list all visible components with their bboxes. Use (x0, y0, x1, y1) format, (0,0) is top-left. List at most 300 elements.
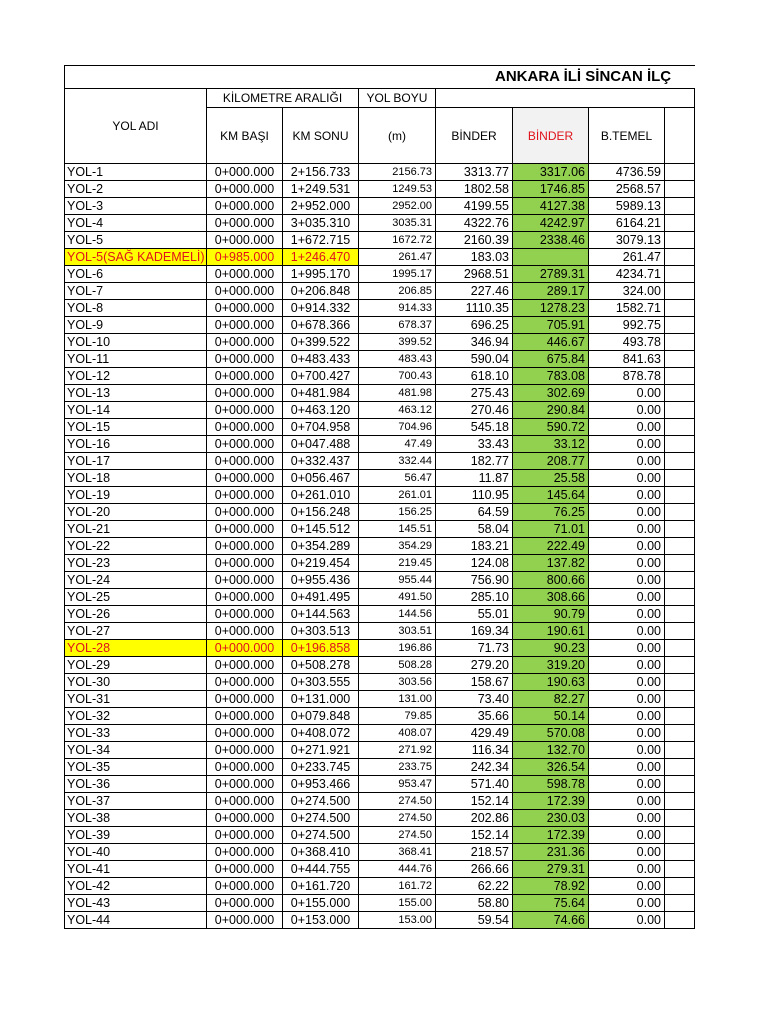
btemel-cell: 0.00 (589, 861, 665, 878)
binder-2-cell: 74.66 (513, 912, 589, 929)
km-start-cell: 0+000.000 (207, 827, 283, 844)
btemel-cell: 2568.57 (589, 181, 665, 198)
binder-2-cell: 50.14 (513, 708, 589, 725)
btemel-cell: 0.00 (589, 708, 665, 725)
table-row (65, 521, 695, 538)
km-start-cell: 0+000.000 (207, 895, 283, 912)
road-name-cell: YOL-4 (65, 215, 207, 232)
km-end-cell: 0+079.848 (283, 708, 359, 725)
btemel-cell: 0.00 (589, 572, 665, 589)
km-start-cell: 0+000.000 (207, 674, 283, 691)
header-binder-2: BİNDER (513, 108, 589, 164)
binder-2-cell: 289.17 (513, 283, 589, 300)
table-row (65, 181, 695, 198)
km-end-cell: 0+274.500 (283, 810, 359, 827)
road-name-cell: YOL-11 (65, 351, 207, 368)
table-row (65, 555, 695, 572)
km-end-cell: 0+206.848 (283, 283, 359, 300)
empty-cell (665, 895, 695, 912)
km-start-cell: 0+985.000 (207, 249, 283, 266)
btemel-cell: 4234.71 (589, 266, 665, 283)
km-start-cell: 0+000.000 (207, 861, 283, 878)
binder-cell: 346.94 (436, 334, 513, 351)
table-row (65, 198, 695, 215)
length-cell: 508.28 (359, 657, 436, 674)
empty-cell (665, 708, 695, 725)
km-start-cell: 0+000.000 (207, 810, 283, 827)
binder-2-cell: 2789.31 (513, 266, 589, 283)
length-cell: 481.98 (359, 385, 436, 402)
binder-2-cell: 1278.23 (513, 300, 589, 317)
empty-cell (665, 181, 695, 198)
btemel-cell: 4736.59 (589, 164, 665, 181)
table-row (65, 572, 695, 589)
km-start-cell: 0+000.000 (207, 844, 283, 861)
length-cell: 914.33 (359, 300, 436, 317)
binder-2-cell: 279.31 (513, 861, 589, 878)
btemel-cell: 0.00 (589, 640, 665, 657)
table-row (65, 402, 695, 419)
length-cell: 274.50 (359, 810, 436, 827)
page-title: ANKARA İLİ SİNCAN İLÇ (65, 66, 695, 89)
table-row (65, 606, 695, 623)
binder-2-cell: 1746.85 (513, 181, 589, 198)
binder-2-cell: 590.72 (513, 419, 589, 436)
length-cell: 303.56 (359, 674, 436, 691)
length-cell: 219.45 (359, 555, 436, 572)
km-start-cell: 0+000.000 (207, 385, 283, 402)
empty-cell (665, 640, 695, 657)
km-start-cell: 0+000.000 (207, 793, 283, 810)
empty-cell (665, 283, 695, 300)
km-start-cell: 0+000.000 (207, 555, 283, 572)
btemel-cell: 261.47 (589, 249, 665, 266)
table-row (65, 283, 695, 300)
binder-2-cell: 290.84 (513, 402, 589, 419)
empty-cell (665, 810, 695, 827)
table-row (65, 470, 695, 487)
km-end-cell: 0+481.984 (283, 385, 359, 402)
road-name-cell: YOL-19 (65, 487, 207, 504)
road-name-cell: YOL-18 (65, 470, 207, 487)
length-cell: 491.50 (359, 589, 436, 606)
table-row (65, 317, 695, 334)
binder-cell: 33.43 (436, 436, 513, 453)
km-end-cell: 0+047.488 (283, 436, 359, 453)
km-end-cell: 0+271.921 (283, 742, 359, 759)
road-name-cell: YOL-14 (65, 402, 207, 419)
header-yol-adi: YOL ADI (65, 89, 207, 164)
road-name-cell: YOL-7 (65, 283, 207, 300)
km-end-cell: 0+274.500 (283, 827, 359, 844)
binder-cell: 696.25 (436, 317, 513, 334)
btemel-cell: 841.63 (589, 351, 665, 368)
table-row (65, 725, 695, 742)
length-cell: 303.51 (359, 623, 436, 640)
road-name-cell: YOL-1 (65, 164, 207, 181)
table-row (65, 164, 695, 181)
length-cell: 2952.00 (359, 198, 436, 215)
length-cell: 196.86 (359, 640, 436, 657)
binder-2-cell: 598.78 (513, 776, 589, 793)
binder-cell: 116.34 (436, 742, 513, 759)
km-end-cell: 0+444.755 (283, 861, 359, 878)
table-row (65, 810, 695, 827)
header-blank (436, 89, 695, 108)
km-start-cell: 0+000.000 (207, 572, 283, 589)
empty-cell (665, 300, 695, 317)
road-name-cell: YOL-29 (65, 657, 207, 674)
km-end-cell: 0+144.563 (283, 606, 359, 623)
table-row (65, 742, 695, 759)
empty-cell (665, 878, 695, 895)
km-start-cell: 0+000.000 (207, 470, 283, 487)
length-cell: 678.37 (359, 317, 436, 334)
table-row (65, 385, 695, 402)
road-name-cell: YOL-39 (65, 827, 207, 844)
km-end-cell: 2+952.000 (283, 198, 359, 215)
length-cell: 161.72 (359, 878, 436, 895)
road-name-cell: YOL-22 (65, 538, 207, 555)
length-cell: 700.43 (359, 368, 436, 385)
km-end-cell: 0+196.858 (283, 640, 359, 657)
km-start-cell: 0+000.000 (207, 334, 283, 351)
binder-2-cell: 3317.06 (513, 164, 589, 181)
km-start-cell: 0+000.000 (207, 708, 283, 725)
km-end-cell: 0+483.433 (283, 351, 359, 368)
empty-cell (665, 351, 695, 368)
binder-2-cell: 76.25 (513, 504, 589, 521)
binder-2-cell: 800.66 (513, 572, 589, 589)
table-row (65, 504, 695, 521)
km-start-cell: 0+000.000 (207, 232, 283, 249)
binder-cell: 35.66 (436, 708, 513, 725)
km-end-cell: 0+274.500 (283, 793, 359, 810)
binder-2-cell: 132.70 (513, 742, 589, 759)
binder-cell: 218.57 (436, 844, 513, 861)
km-end-cell: 0+700.427 (283, 368, 359, 385)
btemel-cell: 0.00 (589, 419, 665, 436)
header-km-basi: KM BAŞI (207, 108, 283, 164)
empty-cell (665, 623, 695, 640)
road-name-cell: YOL-20 (65, 504, 207, 521)
btemel-cell: 0.00 (589, 504, 665, 521)
km-start-cell: 0+000.000 (207, 215, 283, 232)
km-start-cell: 0+000.000 (207, 878, 283, 895)
binder-2-cell: 172.39 (513, 793, 589, 810)
btemel-cell: 1582.71 (589, 300, 665, 317)
binder-cell: 158.67 (436, 674, 513, 691)
binder-cell: 11.87 (436, 470, 513, 487)
empty-cell (665, 436, 695, 453)
road-name-cell: YOL-34 (65, 742, 207, 759)
binder-cell: 73.40 (436, 691, 513, 708)
length-cell: 233.75 (359, 759, 436, 776)
table-row (65, 708, 695, 725)
length-cell: 955.44 (359, 572, 436, 589)
table-row (65, 776, 695, 793)
table-row (65, 249, 695, 266)
km-start-cell: 0+000.000 (207, 436, 283, 453)
road-name-cell: YOL-13 (65, 385, 207, 402)
km-end-cell: 0+491.495 (283, 589, 359, 606)
road-name-cell: YOL-25 (65, 589, 207, 606)
km-end-cell: 1+672.715 (283, 232, 359, 249)
length-cell: 368.41 (359, 844, 436, 861)
btemel-cell: 6164.21 (589, 215, 665, 232)
header-btemel: B.TEMEL (589, 108, 665, 164)
road-name-cell: YOL-9 (65, 317, 207, 334)
empty-cell (665, 402, 695, 419)
table-row (65, 351, 695, 368)
empty-cell (665, 589, 695, 606)
km-end-cell: 0+155.000 (283, 895, 359, 912)
km-end-cell: 0+161.720 (283, 878, 359, 895)
length-cell: 354.29 (359, 538, 436, 555)
road-name-cell: YOL-26 (65, 606, 207, 623)
length-cell: 153.00 (359, 912, 436, 929)
km-end-cell: 0+145.512 (283, 521, 359, 538)
km-start-cell: 0+000.000 (207, 283, 283, 300)
km-start-cell: 0+000.000 (207, 912, 283, 929)
empty-cell (665, 317, 695, 334)
btemel-cell: 0.00 (589, 385, 665, 402)
btemel-cell: 0.00 (589, 589, 665, 606)
btemel-cell: 0.00 (589, 742, 665, 759)
empty-cell (665, 232, 695, 249)
binder-2-cell: 4242.97 (513, 215, 589, 232)
km-start-cell: 0+000.000 (207, 521, 283, 538)
road-name-cell: YOL-10 (65, 334, 207, 351)
road-name-cell: YOL-30 (65, 674, 207, 691)
binder-cell: 2160.39 (436, 232, 513, 249)
km-end-cell: 0+153.000 (283, 912, 359, 929)
km-start-cell: 0+000.000 (207, 759, 283, 776)
table-row (65, 266, 695, 283)
km-start-cell: 0+000.000 (207, 164, 283, 181)
table-row (65, 589, 695, 606)
road-name-cell: YOL-3 (65, 198, 207, 215)
length-cell: 1249.53 (359, 181, 436, 198)
road-name-cell: YOL-2 (65, 181, 207, 198)
header-yol-boyu: YOL BOYU (359, 89, 436, 108)
empty-cell (665, 453, 695, 470)
binder-2-cell: 82.27 (513, 691, 589, 708)
empty-cell (665, 198, 695, 215)
binder-cell: 4199.55 (436, 198, 513, 215)
km-end-cell: 1+246.470 (283, 249, 359, 266)
length-cell: 953.47 (359, 776, 436, 793)
btemel-cell: 5989.13 (589, 198, 665, 215)
binder-2-cell: 90.23 (513, 640, 589, 657)
binder-cell: 124.08 (436, 555, 513, 572)
header-binder: BİNDER (436, 108, 513, 164)
btemel-cell: 493.78 (589, 334, 665, 351)
binder-cell: 62.22 (436, 878, 513, 895)
length-cell: 274.50 (359, 827, 436, 844)
empty-cell (665, 385, 695, 402)
road-name-cell: YOL-33 (65, 725, 207, 742)
km-end-cell: 0+463.120 (283, 402, 359, 419)
btemel-cell: 0.00 (589, 793, 665, 810)
road-name-cell: YOL-24 (65, 572, 207, 589)
binder-cell: 275.43 (436, 385, 513, 402)
length-cell: 274.50 (359, 793, 436, 810)
binder-cell: 545.18 (436, 419, 513, 436)
length-cell: 2156.73 (359, 164, 436, 181)
km-start-cell: 0+000.000 (207, 317, 283, 334)
binder-cell: 152.14 (436, 827, 513, 844)
km-end-cell: 0+156.248 (283, 504, 359, 521)
binder-cell: 59.54 (436, 912, 513, 929)
empty-cell (665, 827, 695, 844)
km-end-cell: 0+303.513 (283, 623, 359, 640)
length-cell: 261.47 (359, 249, 436, 266)
empty-cell (665, 215, 695, 232)
binder-2-cell: 145.64 (513, 487, 589, 504)
btemel-cell: 0.00 (589, 844, 665, 861)
binder-cell: 58.80 (436, 895, 513, 912)
binder-cell: 152.14 (436, 793, 513, 810)
empty-cell (665, 657, 695, 674)
table-row (65, 895, 695, 912)
road-name-cell: YOL-8 (65, 300, 207, 317)
empty-cell (665, 793, 695, 810)
length-cell: 144.56 (359, 606, 436, 623)
table-row (65, 215, 695, 232)
btemel-cell: 0.00 (589, 657, 665, 674)
length-cell: 156.25 (359, 504, 436, 521)
km-start-cell: 0+000.000 (207, 691, 283, 708)
binder-cell: 64.59 (436, 504, 513, 521)
km-start-cell: 0+000.000 (207, 776, 283, 793)
empty-cell (665, 555, 695, 572)
header-km-sonu: KM SONU (283, 108, 359, 164)
road-name-cell: YOL-31 (65, 691, 207, 708)
binder-2-cell (513, 249, 589, 266)
km-end-cell: 0+914.332 (283, 300, 359, 317)
table-row (65, 793, 695, 810)
header-unit-m: (m) (359, 108, 436, 164)
road-name-cell: YOL-21 (65, 521, 207, 538)
binder-cell: 58.04 (436, 521, 513, 538)
table-row (65, 487, 695, 504)
road-name-cell: YOL-28 (65, 640, 207, 657)
road-table (64, 65, 695, 929)
table-row (65, 691, 695, 708)
btemel-cell: 878.78 (589, 368, 665, 385)
km-start-cell: 0+000.000 (207, 640, 283, 657)
empty-cell (665, 164, 695, 181)
km-end-cell: 0+303.555 (283, 674, 359, 691)
length-cell: 56.47 (359, 470, 436, 487)
binder-cell: 618.10 (436, 368, 513, 385)
road-name-cell: YOL-6 (65, 266, 207, 283)
km-start-cell: 0+000.000 (207, 725, 283, 742)
length-cell: 399.52 (359, 334, 436, 351)
length-cell: 47.49 (359, 436, 436, 453)
km-end-cell: 0+955.436 (283, 572, 359, 589)
binder-2-cell: 190.63 (513, 674, 589, 691)
btemel-cell: 0.00 (589, 725, 665, 742)
table-row (65, 844, 695, 861)
km-end-cell: 1+249.531 (283, 181, 359, 198)
km-start-cell: 0+000.000 (207, 181, 283, 198)
km-start-cell: 0+000.000 (207, 351, 283, 368)
road-name-cell: YOL-32 (65, 708, 207, 725)
table-row (65, 300, 695, 317)
header-extra (665, 108, 695, 164)
binder-cell: 71.73 (436, 640, 513, 657)
binder-2-cell: 137.82 (513, 555, 589, 572)
length-cell: 463.12 (359, 402, 436, 419)
binder-cell: 279.20 (436, 657, 513, 674)
table-row (65, 657, 695, 674)
binder-cell: 4322.76 (436, 215, 513, 232)
km-end-cell: 0+678.366 (283, 317, 359, 334)
binder-2-cell: 675.84 (513, 351, 589, 368)
km-end-cell: 0+131.000 (283, 691, 359, 708)
binder-cell: 429.49 (436, 725, 513, 742)
btemel-cell: 0.00 (589, 759, 665, 776)
binder-cell: 227.46 (436, 283, 513, 300)
spreadsheet (64, 65, 768, 945)
btemel-cell: 3079.13 (589, 232, 665, 249)
table-row (65, 827, 695, 844)
empty-cell (665, 606, 695, 623)
table-row (65, 419, 695, 436)
binder-2-cell: 78.92 (513, 878, 589, 895)
empty-cell (665, 674, 695, 691)
binder-2-cell: 33.12 (513, 436, 589, 453)
empty-cell (665, 912, 695, 929)
empty-cell (665, 725, 695, 742)
btemel-cell: 0.00 (589, 912, 665, 929)
binder-cell: 183.21 (436, 538, 513, 555)
table-row (65, 453, 695, 470)
btemel-cell: 0.00 (589, 487, 665, 504)
btemel-cell: 992.75 (589, 317, 665, 334)
road-name-cell: YOL-27 (65, 623, 207, 640)
empty-cell (665, 861, 695, 878)
btemel-cell: 0.00 (589, 878, 665, 895)
binder-2-cell: 208.77 (513, 453, 589, 470)
km-end-cell: 0+408.072 (283, 725, 359, 742)
binder-2-cell: 172.39 (513, 827, 589, 844)
binder-cell: 571.40 (436, 776, 513, 793)
binder-cell: 1110.35 (436, 300, 513, 317)
length-cell: 155.00 (359, 895, 436, 912)
km-end-cell: 3+035.310 (283, 215, 359, 232)
binder-2-cell: 446.67 (513, 334, 589, 351)
empty-cell (665, 759, 695, 776)
btemel-cell: 0.00 (589, 521, 665, 538)
road-name-cell: YOL-35 (65, 759, 207, 776)
length-cell: 1995.17 (359, 266, 436, 283)
binder-cell: 590.04 (436, 351, 513, 368)
binder-2-cell: 222.49 (513, 538, 589, 555)
length-cell: 3035.31 (359, 215, 436, 232)
km-start-cell: 0+000.000 (207, 538, 283, 555)
binder-2-cell: 783.08 (513, 368, 589, 385)
road-name-cell: YOL-43 (65, 895, 207, 912)
btemel-cell: 0.00 (589, 776, 665, 793)
km-start-cell: 0+000.000 (207, 419, 283, 436)
binder-2-cell: 230.03 (513, 810, 589, 827)
binder-cell: 242.34 (436, 759, 513, 776)
binder-2-cell: 326.54 (513, 759, 589, 776)
table-row (65, 861, 695, 878)
